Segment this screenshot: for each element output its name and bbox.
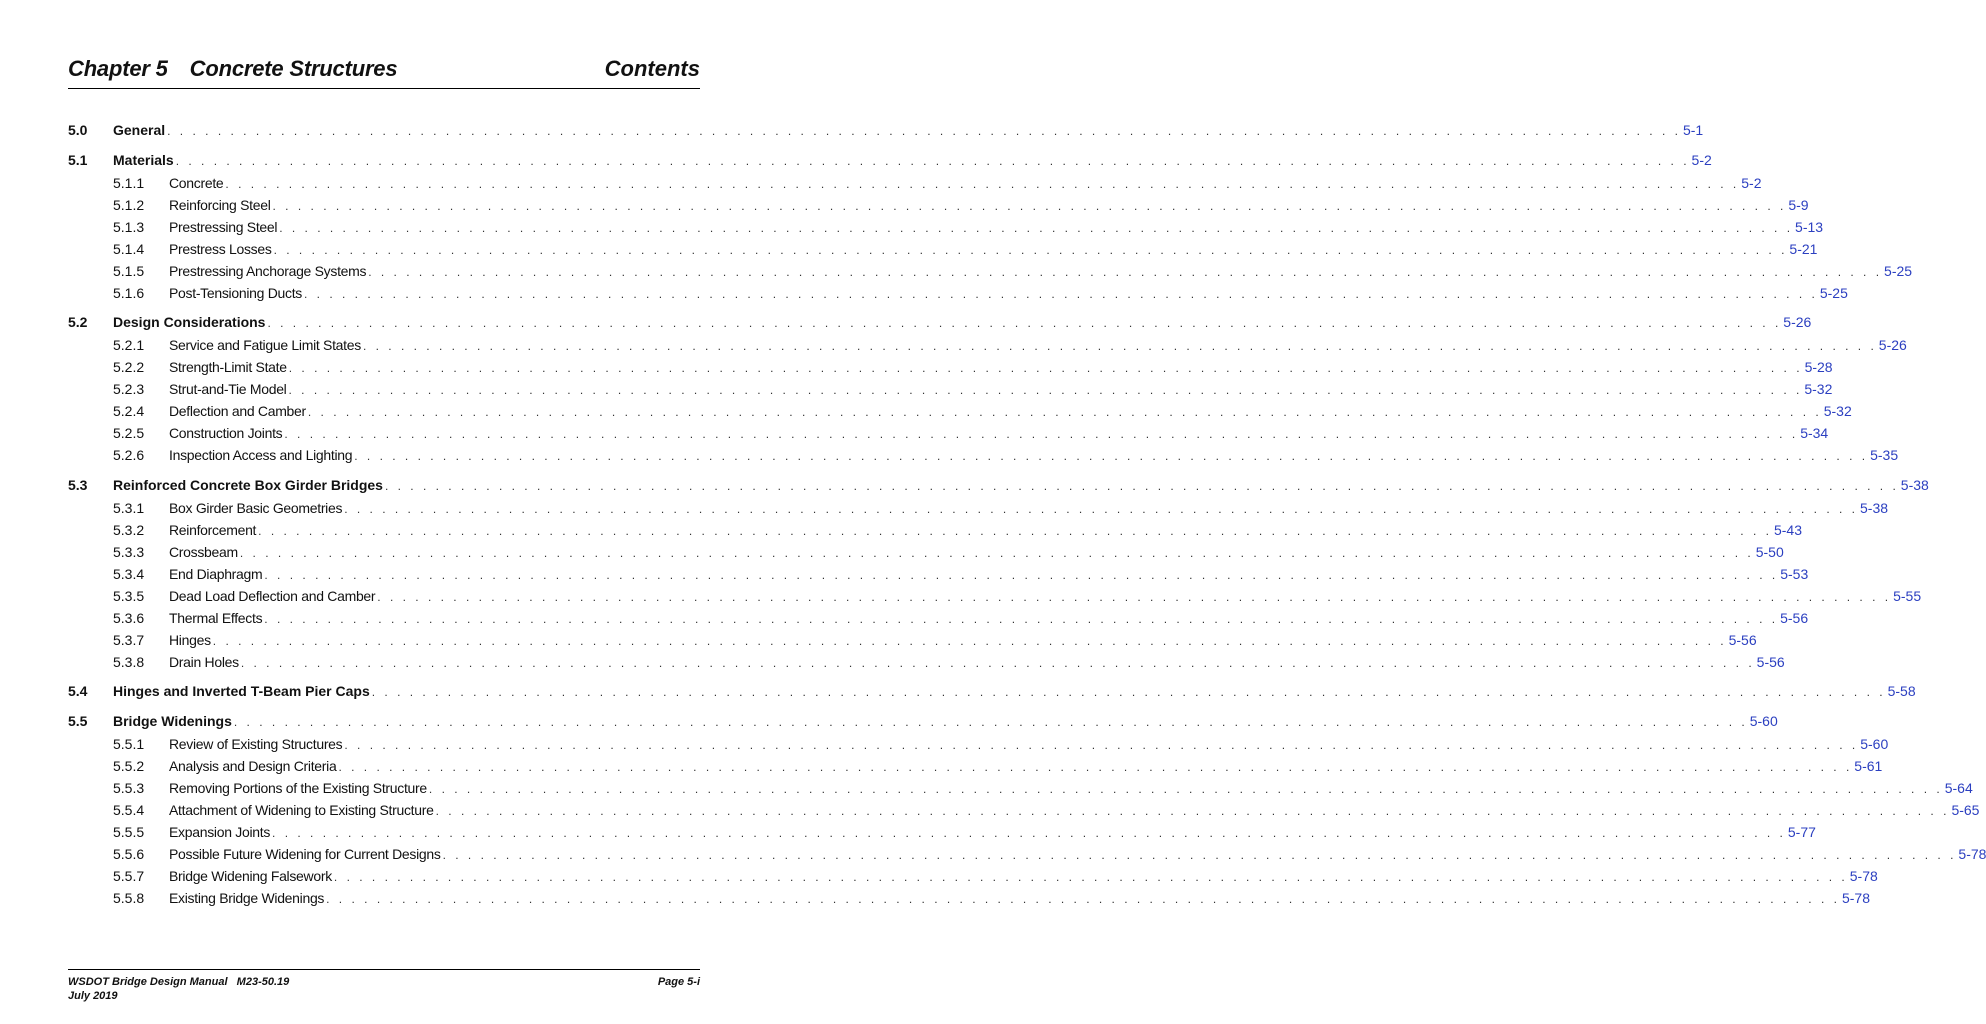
- dot-leader: . . . . . . . . . . . . . . . . . . . . . . . . . . . . . . . . . . . . . . . . . . . . . . . . . . . . . . . . . . . . . . . . . . . . . . . . . . . . . . . . . . . . . . . . . . . . . . . . . . . . . . . . . . . . . . . . . . . . . . . .: [288, 361, 1803, 375]
- toc-subsection-entry[interactable]: [68, 541, 1784, 563]
- dot-leader: . . . . . . . . . . . . . . . . . . . . . . . . . . . . . . . . . . . . . . . . . . . . . . . . . . . . . . . . . . . . . . . . . . . . . . . . . . . . . . . . . . . . . . . . . . . . . . . . . . . . . . . . . . . . . . . . . . . . . . . .: [384, 479, 1899, 493]
- toc-entry-title: Bridge Widenings: [113, 713, 232, 729]
- toc-page-link[interactable]: 5-2: [1741, 175, 1762, 191]
- toc-entry-number: 5.1.6: [113, 285, 145, 301]
- toc-entry-number: 5.3.5: [113, 588, 145, 604]
- toc-subsection-entry[interactable]: [68, 651, 1785, 673]
- toc-subsection-entry[interactable]: [68, 799, 1980, 821]
- toc-subsection-entry[interactable]: [68, 865, 1878, 887]
- toc-entry-number: 5.0: [68, 122, 88, 138]
- toc-page-link[interactable]: 5-28: [1804, 359, 1833, 375]
- dot-leader: . . . . . . . . . . . . . . . . . . . . . . . . . . . . . . . . . . . . . . . . . . . . . . . . . . . . . . . . . . . . . . . . . . . . . . . . . . . . . . . . . . . . . . . . . . . . . . . . . . . . . . . . . . . . . . . . . . . . . . . .: [428, 782, 1943, 796]
- dot-leader: . . . . . . . . . . . . . . . . . . . . . . . . . . . . . . . . . . . . . . . . . . . . . . . . . . . . . . . . . . . . . . . . . . . . . . . . . . . . . . . . . . . . . . . . . . . . . . . . . . . . . . . . . . . . . . . . . . . . . . . .: [233, 715, 1748, 729]
- toc-page-link[interactable]: 5-2: [1691, 152, 1712, 168]
- toc-page-link[interactable]: 5-78: [1958, 846, 1986, 862]
- toc-entry-number: 5.2.5: [113, 425, 145, 441]
- toc-entry-number: 5.5.6: [113, 846, 145, 862]
- manual-title: WSDOT Bridge Design Manual M23-50.19: [68, 976, 290, 988]
- dot-leader: . . . . . . . . . . . . . . . . . . . . . . . . . . . . . . . . . . . . . . . . . . . . . . . . . . . . . . . . . . . . . . . . . . . . . . . . . . . . . . . . . . . . . . . . . . . . . . . . . . . . . . . . . . . . . . . . . . . . . . . .: [239, 546, 1754, 560]
- toc-entry-title: Strength-Limit State: [169, 359, 287, 375]
- toc-page-link[interactable]: 5-13: [1795, 219, 1824, 235]
- toc-entry-title: Post-Tensioning Ducts: [169, 285, 302, 301]
- toc-entry-title: Prestress Losses: [169, 241, 272, 257]
- dot-leader: . . . . . . . . . . . . . . . . . . . . . . . . . . . . . . . . . . . . . . . . . . . . . . . . . . . . . . . . . . . . . . . . . . . . . . . . . . . . . . . . . . . . . . . . . . . . . . . . . . . . . . . . . . . . . . . . . . . . . . . .: [344, 738, 1859, 752]
- toc-entry-title: Crossbeam: [169, 544, 238, 560]
- toc-subsection-entry[interactable]: [68, 194, 1809, 216]
- dot-leader: . . . . . . . . . . . . . . . . . . . . . . . . . . . . . . . . . . . . . . . . . . . . . . . . . . . . . . . . . . . . . . . . . . . . . . . . . . . . . . . . . . . . . . . . . . . . . . . . . . . . . . . . . . . . . . . . . . . . . . . .: [333, 870, 1848, 884]
- toc-entry-number: 5.3.6: [113, 610, 145, 626]
- dot-leader: . . . . . . . . . . . . . . . . . . . . . . . . . . . . . . . . . . . . . . . . . . . . . . . . . . . . . . . . . . . . . . . . . . . . . . . . . . . . . . . . . . . . . . . . . . . . . . . . . . . . . . . . . . . . . . . . . . . . . . . .: [284, 427, 1799, 441]
- toc-subsection-entry[interactable]: [68, 887, 1870, 909]
- toc-entry-number: 5.5.8: [113, 890, 145, 906]
- toc-entry-title: Analysis and Design Criteria: [169, 758, 337, 774]
- dot-leader: . . . . . . . . . . . . . . . . . . . . . . . . . . . . . . . . . . . . . . . . . . . . . . . . . . . . . . . . . . . . . . . . . . . . . . . . . . . . . . . . . . . . . . . . . . . . . . . . . . . . . . . . . . . . . . . . . . . . . . . .: [272, 199, 1787, 213]
- toc-entry-number: 5.1.2: [113, 197, 145, 213]
- toc-page-link[interactable]: 5-64: [1944, 780, 1973, 796]
- dot-leader: . . . . . . . . . . . . . . . . . . . . . . . . . . . . . . . . . . . . . . . . . . . . . . . . . . . . . . . . . . . . . . . . . . . . . . . . . . . . . . . . . . . . . . . . . . . . . . . . . . . . . . . . . . . . . . . . . . . . . . . .: [362, 339, 1877, 353]
- toc-subsection-entry[interactable]: [68, 400, 1852, 422]
- toc-page-link[interactable]: 5-38: [1860, 500, 1889, 516]
- toc-entry-title: Deflection and Camber: [169, 403, 306, 419]
- toc-entry-number: 5.5.5: [113, 824, 145, 840]
- toc-subsection-entry[interactable]: [68, 282, 1848, 304]
- toc-subsection-entry[interactable]: [68, 356, 1833, 378]
- dot-leader: . . . . . . . . . . . . . . . . . . . . . . . . . . . . . . . . . . . . . . . . . . . . . . . . . . . . . . . . . . . . . . . . . . . . . . . . . . . . . . . . . . . . . . . . . . . . . . . . . . . . . . . . . . . . . . . . . . . . . . . .: [264, 612, 1779, 626]
- toc-entry-title: Existing Bridge Widenings: [169, 890, 325, 906]
- toc-subsection-entry[interactable]: [68, 238, 1818, 260]
- toc-entry-number: 5.2.4: [113, 403, 145, 419]
- toc-entry-number: 5.3.8: [113, 654, 145, 670]
- dot-leader: . . . . . . . . . . . . . . . . . . . . . . . . . . . . . . . . . . . . . . . . . . . . . . . . . . . . . . . . . . . . . . . . . . . . . . . . . . . . . . . . . . . . . . . . . . . . . . . . . . . . . . . . . . . . . . . . . . . . . . . .: [326, 892, 1840, 906]
- toc-entry-number: 5.5.2: [113, 758, 145, 774]
- dot-leader: . . . . . . . . . . . . . . . . . . . . . . . . . . . . . . . . . . . . . . . . . . . . . . . . . . . . . . . . . . . . . . . . . . . . . . . . . . . . . . . . . . . . . . . . . . . . . . . . . . . . . . . . . . . . . . . . . . . . . . . .: [442, 848, 1957, 862]
- toc-entry-title: Removing Portions of the Existing Structure: [169, 780, 427, 796]
- toc-entry-title: Design Considerations: [113, 314, 266, 330]
- toc-subsection-entry[interactable]: [68, 585, 1922, 607]
- toc-entry-title: Review of Existing Structures: [169, 736, 343, 752]
- toc-entry-number: 5.1.3: [113, 219, 145, 235]
- toc-entry-number: 5.3.2: [113, 522, 145, 538]
- toc-entry-number: 5.2.2: [113, 359, 145, 375]
- toc-entry-number: 5.1: [68, 152, 88, 168]
- dot-leader: . . . . . . . . . . . . . . . . . . . . . . . . . . . . . . . . . . . . . . . . . . . . . . . . . . . . . . . . . . . . . . . . . . . . . . . . . . . . . . . . . . . . . . . . . . . . . . . . . . . . . . . . . . . . . . . . . . . . . . . .: [273, 243, 1788, 257]
- toc-entry-title: Drain Holes: [169, 654, 239, 670]
- toc-page-link[interactable]: 5-56: [1756, 654, 1785, 670]
- toc-page-link[interactable]: 5-21: [1789, 241, 1818, 257]
- toc-entry-number: 5.3.7: [113, 632, 145, 648]
- dot-leader: . . . . . . . . . . . . . . . . . . . . . . . . . . . . . . . . . . . . . . . . . . . . . . . . . . . . . . . . . . . . . . . . . . . . . . . . . . . . . . . . . . . . . . . . . . . . . . . . . . . . . . . . . . . . . . . . . . . . . . . .: [267, 316, 1782, 330]
- toc-page-link[interactable]: 5-78: [1849, 868, 1878, 884]
- toc-entry-number: 5.1.5: [113, 263, 145, 279]
- toc-section-entry[interactable]: [68, 474, 1929, 496]
- toc-entry-title: Strut-and-Tie Model: [169, 381, 287, 397]
- toc-subsection-entry[interactable]: [68, 444, 1899, 466]
- page-footer: [68, 969, 700, 1002]
- dot-leader: . . . . . . . . . . . . . . . . . . . . . . . . . . . . . . . . . . . . . . . . . . . . . . . . . . . . . . . . . . . . . . . . . . . . . . . . . . . . . . . . . . . . . . . . . . . . . . . . . . . . . . . . . . . . . . . . . . . . . . . .: [344, 502, 1859, 516]
- dot-leader: . . . . . . . . . . . . . . . . . . . . . . . . . . . . . . . . . . . . . . . . . . . . . . . . . . . . . . . . . . . . . . . . . . . . . . . . . . . . . . . . . . . . . . . . . . . . . . . . . . . . . . . . . . . . . . . . . . . . . . . .: [371, 685, 1886, 699]
- toc-subsection-entry[interactable]: [68, 607, 1809, 629]
- toc-subsection-entry[interactable]: [68, 563, 1809, 585]
- toc-subsection-entry[interactable]: [68, 843, 1986, 865]
- toc-page-link[interactable]: 5-60: [1860, 736, 1889, 752]
- toc-section-entry[interactable]: [68, 710, 1778, 732]
- toc-entry-number: 5.1.4: [113, 241, 145, 257]
- dot-leader: . . . . . . . . . . . . . . . . . . . . . . . . . . . . . . . . . . . . . . . . . . . . . . . . . . . . . . . . . . . . . . . . . . . . . . . . . . . . . . . . . . . . . . . . . . . . . . . . . . . . . . . . . . . . . . . . . . . . . . . .: [288, 383, 1803, 397]
- dot-leader: . . . . . . . . . . . . . . . . . . . . . . . . . . . . . . . . . . . . . . . . . . . . . . . . . . . . . . . . . . . . . . . . . . . . . . . . . . . . . . . . . . . . . . . . . . . . . . . . . . . . . . . . . . . . . . . . . . . . . . . .: [435, 804, 1950, 818]
- toc-entry-number: 5.3.4: [113, 566, 145, 582]
- toc-page-link[interactable]: 5-26: [1878, 337, 1907, 353]
- dot-leader: . . . . . . . . . . . . . . . . . . . . . . . . . . . . . . . . . . . . . . . . . . . . . . . . . . . . . . . . . . . . . . . . . . . . . . . . . . . . . . . . . . . . . . . . . . . . . . . . . . . . . . . . . . . . . . . . . . . . . . . .: [175, 154, 1690, 168]
- toc-entry-title: Hinges: [169, 632, 211, 648]
- toc-entry-title: Construction Joints: [169, 425, 283, 441]
- toc-page-link[interactable]: 5-55: [1893, 588, 1922, 604]
- dot-leader: . . . . . . . . . . . . . . . . . . . . . . . . . . . . . . . . . . . . . . . . . . . . . . . . . . . . . . . . . . . . . . . . . . . . . . . . . . . . . . . . . . . . . . . . . . . . . . . . . . . . . . . . . . . . . . . . . . . . . . . .: [167, 124, 1681, 138]
- dot-leader: . . . . . . . . . . . . . . . . . . . . . . . . . . . . . . . . . . . . . . . . . . . . . . . . . . . . . . . . . . . . . . . . . . . . . . . . . . . . . . . . . . . . . . . . . . . . . . . . . . . . . . . . . . . . . . . . . . . . . . . .: [304, 287, 1818, 301]
- toc-section-entry[interactable]: [68, 680, 1916, 702]
- publication-date: July 2019: [68, 990, 118, 1002]
- chapter-title: Concrete Structures: [189, 56, 398, 81]
- toc-entry-title: Attachment of Widening to Existing Structure: [169, 802, 434, 818]
- toc-page-link[interactable]: 5-9: [1788, 197, 1809, 213]
- toc-page-link[interactable]: 5-25: [1884, 263, 1913, 279]
- toc-page-link[interactable]: 5-58: [1887, 683, 1916, 699]
- toc-entry-number: 5.2: [68, 314, 88, 330]
- toc-page-link[interactable]: 5-77: [1787, 824, 1816, 840]
- toc-entry-number: 5.3: [68, 477, 88, 493]
- toc-subsection-entry[interactable]: [68, 422, 1829, 444]
- toc-page-link[interactable]: 5-25: [1819, 285, 1848, 301]
- toc-section-entry[interactable]: [68, 119, 1704, 141]
- toc-entry-title: Materials: [113, 152, 174, 168]
- toc-entry-title: Prestressing Anchorage Systems: [169, 263, 367, 279]
- toc-subsection-entry[interactable]: [68, 755, 1883, 777]
- toc-page-link[interactable]: 5-38: [1900, 477, 1929, 493]
- toc-entry-title: Inspection Access and Lighting: [169, 447, 353, 463]
- toc-entry-number: 5.3.3: [113, 544, 145, 560]
- toc-subsection-entry[interactable]: [68, 216, 1824, 238]
- toc-page-link[interactable]: 5-50: [1755, 544, 1784, 560]
- toc-subsection-entry[interactable]: [68, 334, 1907, 356]
- toc-entry-number: 5.1.1: [113, 175, 145, 191]
- toc-entry-number: 5.5.1: [113, 736, 145, 752]
- dot-leader: . . . . . . . . . . . . . . . . . . . . . . . . . . . . . . . . . . . . . . . . . . . . . . . . . . . . . . . . . . . . . . . . . . . . . . . . . . . . . . . . . . . . . . . . . . . . . . . . . . . . . . . . . . . . . . . . . . . . . . . .: [264, 568, 1779, 582]
- dot-leader: . . . . . . . . . . . . . . . . . . . . . . . . . . . . . . . . . . . . . . . . . . . . . . . . . . . . . . . . . . . . . . . . . . . . . . . . . . . . . . . . . . . . . . . . . . . . . . . . . . . . . . . . . . . . . . . . . . . . . . . .: [377, 590, 1892, 604]
- toc-entry-number: 5.2.1: [113, 337, 145, 353]
- toc-entry-title: General: [113, 122, 166, 138]
- toc-subsection-entry[interactable]: [68, 260, 1913, 282]
- toc-section-entry[interactable]: [68, 311, 1812, 333]
- toc-entry-title: Reinforcing Steel: [169, 197, 271, 213]
- toc-page-link[interactable]: 5-32: [1823, 403, 1852, 419]
- toc-entry-title: Service and Fatigue Limit States: [169, 337, 361, 353]
- toc-entry-title: Concrete: [169, 175, 224, 191]
- toc-entry-title: Thermal Effects: [169, 610, 263, 626]
- toc-section-entry[interactable]: [68, 149, 1712, 171]
- toc-entry-number: 5.3.1: [113, 500, 145, 516]
- toc-page-link[interactable]: 5-35: [1870, 447, 1899, 463]
- toc-entry-title: Prestressing Steel: [169, 219, 278, 235]
- toc-entry-title: End Diaphragm: [169, 566, 263, 582]
- dot-leader: . . . . . . . . . . . . . . . . . . . . . . . . . . . . . . . . . . . . . . . . . . . . . . . . . . . . . . . . . . . . . . . . . . . . . . . . . . . . . . . . . . . . . . . . . . . . . . . . . . . . . . . . . . . . . . . . . . . . . . . .: [368, 265, 1883, 279]
- dot-leader: . . . . . . . . . . . . . . . . . . . . . . . . . . . . . . . . . . . . . . . . . . . . . . . . . . . . . . . . . . . . . . . . . . . . . . . . . . . . . . . . . . . . . . . . . . . . . . . . . . . . . . . . . . . . . . . . . . . . . . . .: [272, 826, 1786, 840]
- toc-subsection-entry[interactable]: [68, 821, 1816, 843]
- dot-leader: . . . . . . . . . . . . . . . . . . . . . . . . . . . . . . . . . . . . . . . . . . . . . . . . . . . . . . . . . . . . . . . . . . . . . . . . . . . . . . . . . . . . . . . . . . . . . . . . . . . . . . . . . . . . . . . . . . . . . . . .: [212, 634, 1727, 648]
- dot-leader: . . . . . . . . . . . . . . . . . . . . . . . . . . . . . . . . . . . . . . . . . . . . . . . . . . . . . . . . . . . . . . . . . . . . . . . . . . . . . . . . . . . . . . . . . . . . . . . . . . . . . . . . . . . . . . . . . . . . . . . .: [307, 405, 1822, 419]
- toc-entry-title: Reinforced Concrete Box Girder Bridges: [113, 477, 383, 493]
- dot-leader: . . . . . . . . . . . . . . . . . . . . . . . . . . . . . . . . . . . . . . . . . . . . . . . . . . . . . . . . . . . . . . . . . . . . . . . . . . . . . . . . . . . . . . . . . . . . . . . . . . . . . . . . . . . . . . . . . . . . . . . .: [279, 221, 1794, 235]
- toc-entry-title: Expansion Joints: [169, 824, 271, 840]
- toc-subsection-entry[interactable]: [68, 629, 1757, 651]
- toc-entry-title: Reinforcement: [169, 522, 257, 538]
- toc-entry-title: Bridge Widening Falsework: [169, 868, 332, 884]
- toc-page-link[interactable]: 5-56: [1780, 610, 1809, 626]
- toc-subsection-entry[interactable]: [68, 519, 1803, 541]
- toc-page-link[interactable]: 5-65: [1951, 802, 1980, 818]
- toc-subsection-entry[interactable]: [68, 733, 1889, 755]
- chapter-heading: [68, 56, 397, 82]
- toc-entry-title: Possible Future Widening for Current Designs: [169, 846, 441, 862]
- chapter-number: Chapter 5: [68, 56, 168, 81]
- toc-page-link[interactable]: 5-1: [1682, 122, 1704, 138]
- toc-entry-number: 5.5.7: [113, 868, 145, 884]
- dot-leader: . . . . . . . . . . . . . . . . . . . . . . . . . . . . . . . . . . . . . . . . . . . . . . . . . . . . . . . . . . . . . . . . . . . . . . . . . . . . . . . . . . . . . . . . . . . . . . . . . . . . . . . . . . . . . . . . . . . . . . . .: [258, 524, 1772, 538]
- toc-entry-number: 5.5.3: [113, 780, 145, 796]
- dot-leader: . . . . . . . . . . . . . . . . . . . . . . . . . . . . . . . . . . . . . . . . . . . . . . . . . . . . . . . . . . . . . . . . . . . . . . . . . . . . . . . . . . . . . . . . . . . . . . . . . . . . . . . . . . . . . . . . . . . . . . . .: [354, 449, 1869, 463]
- toc-entry-number: 5.2.6: [113, 447, 145, 463]
- toc-subsection-entry[interactable]: [68, 497, 1889, 519]
- page-header: [68, 56, 700, 89]
- toc-page-link[interactable]: 5-32: [1804, 381, 1833, 397]
- dot-leader: . . . . . . . . . . . . . . . . . . . . . . . . . . . . . . . . . . . . . . . . . . . . . . . . . . . . . . . . . . . . . . . . . . . . . . . . . . . . . . . . . . . . . . . . . . . . . . . . . . . . . . . . . . . . . . . . . . . . . . . .: [240, 656, 1755, 670]
- toc-subsection-entry[interactable]: [68, 172, 1762, 194]
- toc-entry-title: Box Girder Basic Geometries: [169, 500, 343, 516]
- toc-entry-number: 5.5: [68, 713, 88, 729]
- toc-page-link[interactable]: 5-56: [1728, 632, 1757, 648]
- toc-page-link[interactable]: 5-61: [1854, 758, 1883, 774]
- toc-entry-number: 5.5.4: [113, 802, 145, 818]
- toc-entry-title: Hinges and Inverted T-Beam Pier Caps: [113, 683, 370, 699]
- toc-page-link[interactable]: 5-78: [1841, 890, 1870, 906]
- dot-leader: . . . . . . . . . . . . . . . . . . . . . . . . . . . . . . . . . . . . . . . . . . . . . . . . . . . . . . . . . . . . . . . . . . . . . . . . . . . . . . . . . . . . . . . . . . . . . . . . . . . . . . . . . . . . . . . . . . . . . . . .: [225, 177, 1740, 191]
- toc-page-link[interactable]: 5-53: [1780, 566, 1809, 582]
- toc-subsection-entry[interactable]: [68, 378, 1833, 400]
- toc-page-link[interactable]: 5-26: [1783, 314, 1812, 330]
- toc-page-link[interactable]: 5-43: [1773, 522, 1803, 538]
- dot-leader: . . . . . . . . . . . . . . . . . . . . . . . . . . . . . . . . . . . . . . . . . . . . . . . . . . . . . . . . . . . . . . . . . . . . . . . . . . . . . . . . . . . . . . . . . . . . . . . . . . . . . . . . . . . . . . . . . . . . . . . .: [338, 760, 1853, 774]
- contents-heading: Contents: [604, 56, 700, 81]
- toc-entry-number: 5.2.3: [113, 381, 145, 397]
- toc-entry-title: Dead Load Deflection and Camber: [169, 588, 376, 604]
- page-number: Page 5-i: [657, 976, 700, 988]
- toc-subsection-entry[interactable]: [68, 777, 1973, 799]
- toc-page-link[interactable]: 5-34: [1800, 425, 1829, 441]
- toc-entry-number: 5.4: [68, 683, 88, 699]
- toc-page-link[interactable]: 5-60: [1749, 713, 1778, 729]
